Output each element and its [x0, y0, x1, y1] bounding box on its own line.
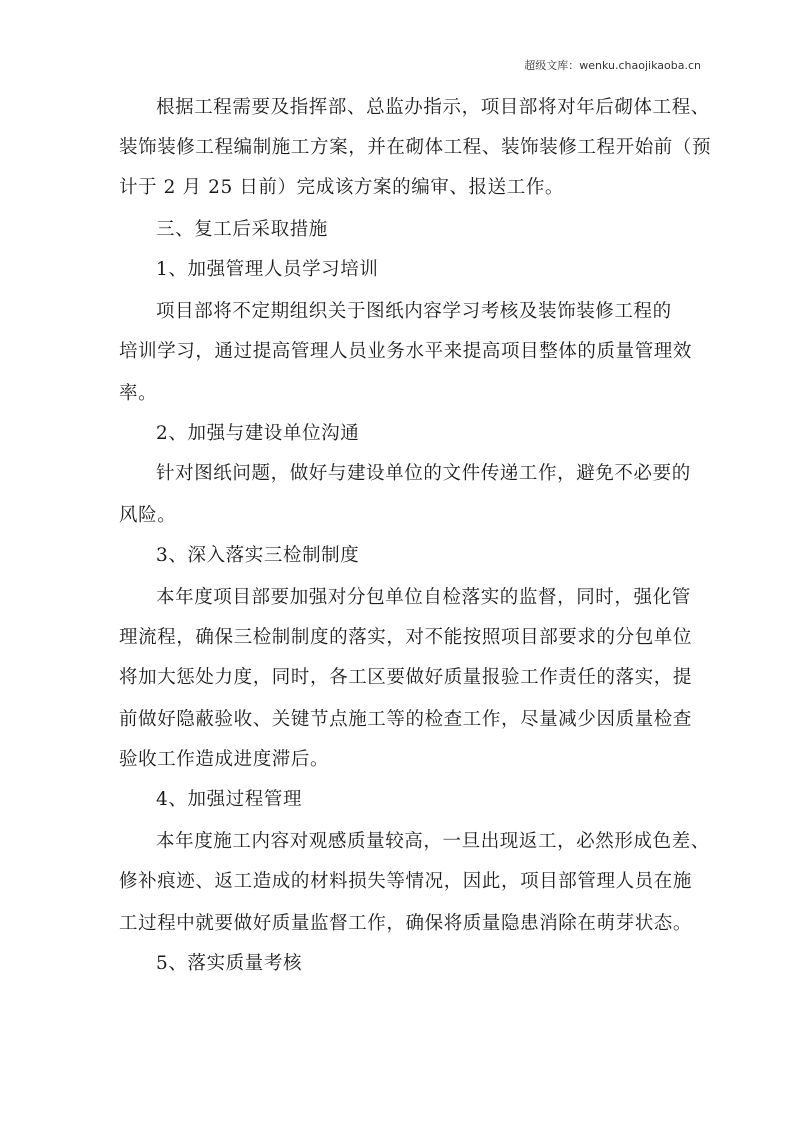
subsection-heading: 1、加强管理人员学习培训	[156, 259, 379, 280]
page-header-source: 超级文库：wenku.chaojikaoba.cn	[524, 59, 701, 72]
subsection-heading: 5、落实质量考核	[156, 953, 303, 974]
text-line: 将加大惩处力度，同时，各工区要做好质量报验工作责任的落实，提	[119, 667, 693, 688]
text-line: 装饰装修工程编制施工方案，并在砌体工程、装饰装修工程开始前（预	[119, 137, 712, 158]
text-line: 培训学习，通过提高管理人员业务水平来提高项目整体的质量管理效	[119, 341, 693, 362]
subsection-heading: 4、加强过程管理	[156, 789, 303, 810]
section-heading: 三、复工后采取措施	[156, 219, 328, 240]
text-line: 验收工作造成进度滞后。	[119, 749, 330, 770]
text-line: 理流程，确保三检制制度的落实，对不能按照项目部要求的分包单位	[119, 627, 693, 648]
subsection-heading: 3、深入落实三检制制度	[156, 545, 360, 566]
text-line: 前做好隐蔽验收、关键节点施工等的检查工作，尽量减少因质量检查	[119, 709, 693, 730]
text-line: 工过程中就要做好质量监督工作，确保将质量隐患消除在萌芽状态。	[119, 913, 693, 934]
text-line: 计于 2 月 25 日前）完成该方案的编审、报送工作。	[119, 177, 565, 198]
subsection-heading: 2、加强与建设单位沟通	[156, 423, 360, 444]
text-line: 针对图纸问题，做好与建设单位的文件传递工作，避免不必要的	[156, 463, 691, 484]
text-line: 项目部将不定期组织关于图纸内容学习考核及装饰装修工程的	[156, 301, 672, 322]
text-line: 本年度项目部要加强对分包单位自检落实的监督，同时，强化管	[156, 587, 691, 608]
text-line: 本年度施工内容对观感质量较高，一旦出现返工，必然形成色差、	[156, 831, 710, 852]
text-line: 修补痕迹、返工造成的材料损失等情况，因此，项目部管理人员在施	[119, 871, 693, 892]
text-line: 率。	[119, 383, 158, 404]
text-line: 根据工程需要及指挥部、总监办指示，项目部将对年后砌体工程、	[156, 97, 710, 118]
text-line: 风险。	[119, 505, 177, 526]
